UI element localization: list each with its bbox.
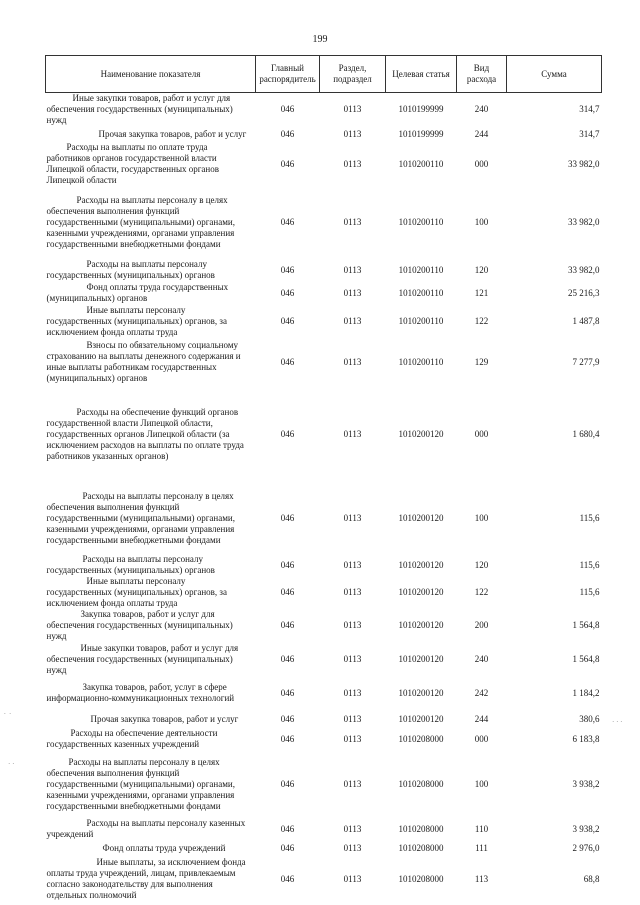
- row-section-cell: 0113: [343, 264, 362, 275]
- row-type-cell: 100: [474, 216, 489, 227]
- row-name-cell: Иные закупки товаров, работ и услуг для обеспечения государственных (муниципальных) нужд: [46, 93, 233, 125]
- row-type-cell: 240: [474, 653, 489, 664]
- row-name-cell: Расходы на выплаты персоналу в целях обеспечения выполнения функций государственными (муниципальными) органами, казенными учреждениями, органами управления государственными внебюджетными фондами: [46, 490, 235, 545]
- row-sum-cell: 25 216,3: [568, 287, 600, 298]
- row-admin-cell: 046: [280, 620, 295, 630]
- row-section-cell: 0113: [343, 158, 362, 169]
- table-row: [46, 338, 602, 386]
- row-type-cell: 240: [474, 104, 489, 114]
- row-section-cell: 0113: [343, 559, 362, 570]
- row-target-cell: 1010199999: [398, 104, 444, 114]
- row-target-cell: 1010208000: [398, 842, 444, 853]
- row-name-cell: Фонд оплаты труда государственных (муниципальных) органов: [46, 282, 229, 303]
- table-row: [46, 750, 602, 818]
- row-sum-cell: 115,6: [579, 587, 600, 597]
- row-name-cell: Иные закупки товаров, работ и услуг для обеспечения государственных (муниципальных) нужд: [46, 642, 239, 675]
- row-name-cell: Расходы на выплаты персоналу в целях обеспечения выполнения функций государственными (муниципальными) органами, казенными учреждениями, органами управления государственными внебюджетными фондами: [46, 756, 235, 811]
- row-sum-cell: 115,6: [579, 512, 600, 523]
- table-row: [46, 482, 602, 554]
- margin-mark-right: · · ·: [612, 718, 623, 726]
- row-name-cell: Расходы на выплаты персоналу в целях обеспечения выполнения функций государственными (муниципальными) органами, казенными учреждениями, органами управления государственными внебюджетными фондами: [46, 194, 235, 249]
- row-target-cell: 1010200110: [398, 287, 444, 298]
- row-target-cell: 1010208000: [398, 778, 444, 789]
- row-sum-cell: 314,7: [579, 128, 600, 139]
- row-target-cell: 1010200120: [398, 428, 444, 439]
- row-section-cell: 0113: [343, 842, 362, 853]
- row-section-cell: 0113: [343, 315, 362, 326]
- row-target-cell: 1010208000: [398, 873, 444, 884]
- row-name-cell: Расходы на обеспечение функций органов государственной власти Липецкой области, государственных органов Липецкой области (за исключением расходов на выплаты по оплате труда работников указанных органов): [46, 406, 244, 461]
- row-section-cell: 0113: [343, 587, 362, 597]
- row-section-cell: 0113: [343, 356, 362, 367]
- table-row: [46, 676, 602, 710]
- row-sum-cell: 3 938,2: [572, 778, 600, 789]
- header-sum: Сумма: [507, 56, 602, 93]
- row-sum-cell: 380,6: [579, 713, 600, 724]
- row-section-cell: 0113: [343, 653, 362, 664]
- header-name: Наименование показателя: [46, 56, 256, 93]
- row-name-cell: Иные выплаты персоналу государственных (муниципальных) органов, за исключением фонда оплаты труда: [46, 304, 227, 337]
- table-row: [46, 142, 602, 186]
- table-row: [46, 609, 602, 642]
- row-admin-cell: 046: [280, 428, 295, 439]
- row-sum-cell: 1 184,2: [572, 687, 600, 698]
- row-sum-cell: 314,7: [579, 104, 600, 114]
- row-type-cell: 121: [474, 287, 489, 298]
- row-admin-cell: 046: [280, 687, 295, 698]
- row-target-cell: 1010200120: [398, 687, 444, 698]
- row-type-cell: 000: [474, 428, 489, 439]
- row-sum-cell: 33 982,0: [568, 264, 600, 275]
- row-admin-cell: 046: [280, 713, 295, 724]
- row-admin-cell: 046: [280, 778, 295, 789]
- row-section-cell: 0113: [343, 287, 362, 298]
- row-section-cell: 0113: [343, 873, 362, 884]
- row-admin-cell: 046: [280, 104, 295, 114]
- row-target-cell: 1010200110: [398, 356, 444, 367]
- table-header-row: [46, 56, 602, 93]
- row-type-cell: 100: [474, 778, 489, 789]
- header-admin: Главный распорядитель: [256, 56, 320, 93]
- row-name-cell: Взносы по обязательному социальному страхованию на выплаты денежного содержания и иные выплаты работникам государственных (муниципальных) органов: [46, 340, 241, 383]
- row-type-cell: 111: [475, 842, 488, 853]
- row-name-cell: Расходы на выплаты персоналу государственных (муниципальных) органов: [46, 259, 215, 280]
- row-type-cell: 000: [474, 158, 489, 169]
- row-target-cell: 1010200120: [398, 512, 444, 523]
- row-type-cell: 120: [474, 264, 489, 275]
- row-target-cell: 1010208000: [398, 823, 444, 834]
- budget-table: [45, 55, 602, 902]
- row-target-cell: 1010200120: [398, 587, 444, 597]
- row-target-cell: 1010200120: [398, 620, 444, 630]
- row-sum-cell: 1 564,8: [572, 653, 600, 664]
- row-admin-cell: 046: [280, 512, 295, 523]
- row-admin-cell: 046: [280, 216, 295, 227]
- table-row: [46, 126, 602, 142]
- row-type-cell: 244: [474, 713, 489, 724]
- row-type-cell: 113: [474, 873, 489, 884]
- row-section-cell: 0113: [343, 620, 362, 630]
- table-row: [46, 642, 602, 676]
- row-admin-cell: 046: [280, 587, 295, 597]
- row-sum-cell: 1 680,4: [572, 428, 600, 439]
- table-row: [46, 186, 602, 258]
- row-admin-cell: 046: [280, 653, 295, 664]
- row-name-cell: Расходы на выплаты по оплате труда работников органов государственной власти Липецкой области, государственных органов Липецкой области: [46, 142, 219, 185]
- row-name-cell: Фонд оплаты труда учреждений: [102, 842, 226, 853]
- row-sum-cell: 2 976,0: [572, 842, 600, 853]
- table-row: [46, 856, 602, 902]
- row-type-cell: 110: [474, 823, 489, 834]
- header-section: Раздел, подраздел: [320, 56, 386, 93]
- row-target-cell: 1010200120: [398, 713, 444, 724]
- row-admin-cell: 046: [280, 287, 295, 298]
- row-section-cell: 0113: [343, 512, 362, 523]
- row-section-cell: 0113: [343, 823, 362, 834]
- table-row: [46, 818, 602, 840]
- page-number: 199: [312, 34, 328, 45]
- row-type-cell: 120: [474, 559, 489, 570]
- row-target-cell: 1010200120: [398, 559, 444, 570]
- row-section-cell: 0113: [343, 778, 362, 789]
- row-admin-cell: 046: [280, 315, 295, 326]
- row-name-cell: Расходы на обеспечение деятельности государственных казенных учреждений: [46, 728, 218, 749]
- row-sum-cell: 68,8: [583, 873, 600, 884]
- table-row: [46, 93, 602, 127]
- row-section-cell: 0113: [343, 733, 362, 744]
- margin-mark-left-2: · ·: [8, 760, 15, 768]
- row-sum-cell: 3 938,2: [572, 823, 600, 834]
- table-row: [46, 304, 602, 338]
- row-sum-cell: 1 487,8: [572, 315, 600, 326]
- row-type-cell: 242: [474, 687, 489, 698]
- row-admin-cell: 046: [280, 842, 295, 853]
- table-row: [46, 554, 602, 576]
- row-sum-cell: 115,6: [579, 559, 600, 570]
- row-sum-cell: 6 183,8: [572, 733, 600, 744]
- row-admin-cell: 046: [280, 356, 295, 367]
- table-row: [46, 840, 602, 856]
- row-section-cell: 0113: [343, 687, 362, 698]
- row-name-cell: Прочая закупка товаров, работ и услуг: [98, 128, 247, 139]
- table-row: [46, 386, 602, 482]
- row-admin-cell: 046: [280, 559, 295, 570]
- row-target-cell: 1010200110: [398, 264, 444, 275]
- row-type-cell: 100: [474, 512, 489, 523]
- row-section-cell: 0113: [343, 216, 362, 227]
- row-target-cell: 1010200110: [398, 158, 444, 169]
- row-admin-cell: 046: [280, 873, 295, 884]
- row-name-cell: Прочая закупка товаров, работ и услуг: [90, 713, 239, 724]
- row-type-cell: 122: [474, 587, 489, 597]
- row-admin-cell: 046: [280, 823, 295, 834]
- row-sum-cell: 7 277,9: [572, 356, 600, 367]
- table-row: [46, 282, 602, 304]
- row-section-cell: 0113: [343, 128, 362, 139]
- row-type-cell: 200: [474, 620, 489, 630]
- row-type-cell: 000: [474, 733, 489, 744]
- header-type: Вид расхода: [457, 56, 507, 93]
- row-section-cell: 0113: [343, 428, 362, 439]
- row-name-cell: Расходы на выплаты персоналу государственных (муниципальных) органов: [46, 554, 215, 575]
- row-admin-cell: 046: [280, 128, 295, 139]
- row-target-cell: 1010199999: [398, 128, 444, 139]
- row-target-cell: 1010200120: [398, 653, 444, 664]
- table-row: [46, 728, 602, 750]
- row-name-cell: Закупка товаров, работ и услуг для обеспечения государственных (муниципальных) нужд: [46, 609, 233, 641]
- row-admin-cell: 046: [280, 158, 295, 169]
- row-admin-cell: 046: [280, 264, 295, 275]
- table-row: [46, 710, 602, 728]
- row-admin-cell: 046: [280, 733, 295, 744]
- margin-mark-left: . .: [4, 708, 11, 716]
- row-type-cell: 244: [474, 128, 489, 139]
- row-target-cell: 1010200110: [398, 315, 444, 326]
- row-name-cell: Расходы на выплаты персоналу казенных учреждений: [46, 818, 246, 839]
- row-name-cell: Закупка товаров, работ, услуг в сфере информационно-коммуникационных технологий: [46, 682, 235, 703]
- row-type-cell: 129: [474, 356, 489, 367]
- row-sum-cell: 33 982,0: [568, 216, 600, 227]
- row-target-cell: 1010208000: [398, 733, 444, 744]
- row-section-cell: 0113: [343, 713, 362, 724]
- row-name-cell: Иные выплаты персоналу государственных (муниципальных) органов, за исключением фонда оплаты труда: [46, 576, 227, 608]
- row-section-cell: 0113: [343, 104, 362, 114]
- row-target-cell: 1010200110: [398, 216, 444, 227]
- row-sum-cell: 33 982,0: [568, 158, 600, 169]
- header-target: Целевая статья: [386, 56, 457, 93]
- row-type-cell: 122: [474, 315, 489, 326]
- row-name-cell: Иные выплаты, за исключением фонда оплаты труда учреждений, лицам, привлекаемым согласно законодательству для выполнения отдельных полномочий: [46, 857, 246, 900]
- row-sum-cell: 1 564,8: [572, 620, 600, 630]
- table-row: [46, 258, 602, 282]
- table-row: [46, 576, 602, 609]
